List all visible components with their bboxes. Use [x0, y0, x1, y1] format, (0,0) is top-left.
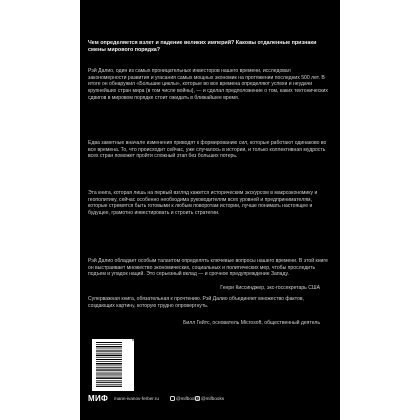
kissinger-quote: Рэй Далио обладает особым талантом определять ключевые вопросы нашего времени. В этой книге он выстраивает множество экономических, социальных и политических мер, чтобы проследить подъем и упадок наций. Это серьезный вклад — и срочное предупреждение Западу. — [88, 258, 328, 278]
gates-quote: Суперважная книга, обязательная к прочтению. Рэй Далио объединяет множество фактов, создающих картину, которую трудно опровергнуть. — [88, 296, 304, 309]
kissinger-attribution: Генри Киссинджер, экс-госсекретарь США — [220, 285, 320, 291]
author-summary-paragraph: Рэй Далио, один из самых проницательных инвесторов нашего времени, исследовал закономерности развития и угасания самых мощных экономик на протяжении последних 500 лет. В итоге он обнаружил «Большие циклы», которые во все времена определяют успехи и неудачи крупнейших стран мира (в том числе войны), — и сделал предположение о том, каких тектонических сдвигов в мировом порядке стоит ожидать в ближайшее время. — [88, 68, 328, 101]
cycles-paragraph: Едва заметные вначале изменения приводят к формированию сил, которые работают одинаково во все времена. То, что происходит сейчас, уже случалось в истории, и только коллективная мудрость всех стран поможет пройти сложный этап без больших потерь. — [88, 140, 327, 160]
audience-paragraph: Эта книга, которая лишь на первый взгляд кажется историческим экскурсом в макроэкономику и геополитику, сейчас особенно необходима руководителям всех уровней и предпринимателям, которые стремятся быть готовыми к любым поворотам истории, лучше понимать настоящее и будущее, грамотно инвестировать и строить стратегии. — [88, 190, 318, 217]
isbn-barcode — [92, 301, 137, 391]
gates-attribution: Билл Гейтс, основатель Microsoft, общественный деятель — [183, 320, 320, 326]
book-back-cover — [80, 0, 340, 420]
social-handle-1[interactable]: @mifbooks — [176, 396, 200, 401]
social-handle-2[interactable]: @mifbooks — [201, 396, 225, 401]
lead-question: Чем определяется взлет и падение великих империй? Каковы отдаленные признаки смены мирового порядка? — [88, 40, 317, 54]
vk-icon — [195, 396, 200, 401]
instagram-icon — [170, 396, 175, 401]
isbn-number: 9 785001 953335 — [132, 301, 137, 341]
publisher-logo: МИФ — [88, 394, 109, 403]
publisher-footer — [88, 394, 332, 404]
publisher-website[interactable]: mann-ivanov-ferber.ru — [114, 396, 159, 401]
